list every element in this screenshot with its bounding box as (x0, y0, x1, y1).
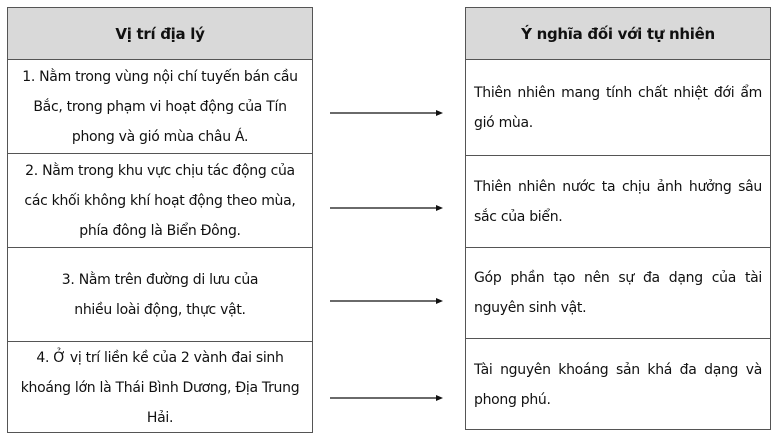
left-table-header: Vị trí địa lý (8, 8, 312, 59)
arrow-icon (330, 108, 443, 118)
right-row-3: Góp phần tạo nên sự đa dạng của tài nguyên sinh vật. (466, 247, 770, 338)
natural-significance-table (465, 7, 771, 430)
left-row-4: 4. Ở vị trí liền kề của 2 vành đai sinh khoáng lớn là Thái Bình Dương, Địa Trung Hải. (8, 341, 312, 433)
right-table-header: Ý nghĩa đối với tự nhiên (466, 8, 770, 59)
left-row-3: 3. Nằm trên đường di lưu của nhiều loài động, thực vật. (8, 247, 312, 341)
arrow-icon (330, 296, 443, 306)
right-row-2: Thiên nhiên nước ta chịu ảnh hưởng sâu sắc của biển. (466, 155, 770, 247)
right-row-1: Thiên nhiên mang tính chất nhiệt đới ẩm gió mùa. (466, 59, 770, 155)
geographic-position-table (7, 7, 313, 433)
left-row-1: 1. Nằm trong vùng nội chí tuyến bán cầu Bắc, trong phạm vi hoạt động của Tín phong và gió mùa châu Á. (8, 59, 312, 153)
left-row-2: 2. Nằm trong khu vực chịu tác động của các khối không khí hoạt động theo mùa, phía đông là Biển Đông. (8, 153, 312, 247)
right-row-4: Tài nguyên khoáng sản khá đa dạng và phong phú. (466, 338, 770, 430)
arrow-icon (330, 203, 443, 213)
arrow-icon (330, 393, 443, 403)
